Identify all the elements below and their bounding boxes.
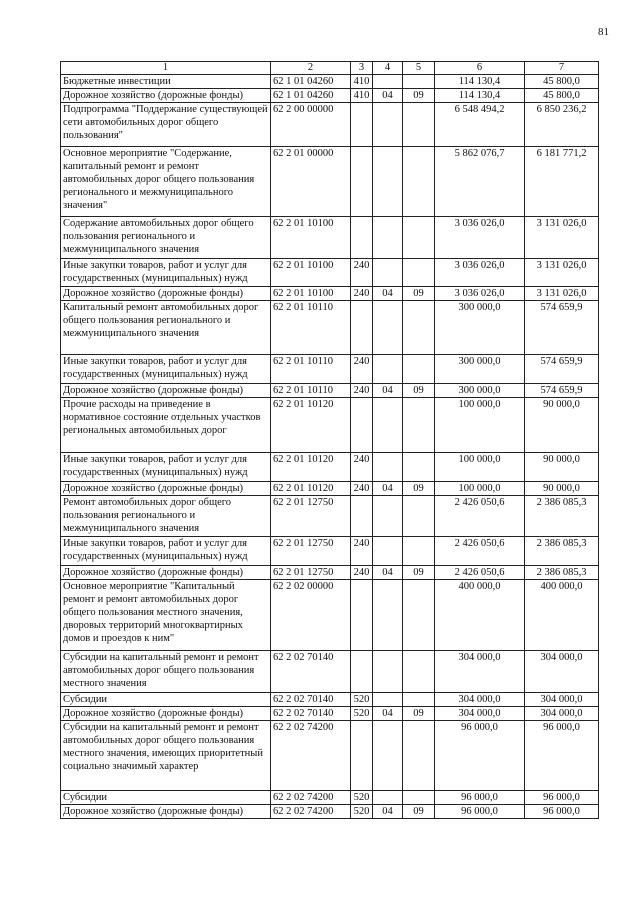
- row-value-1: 300 000,0: [435, 301, 525, 355]
- row-code: 62 1 01 04260: [271, 75, 351, 89]
- row-rz: 04: [373, 482, 403, 496]
- table-body: [61, 75, 599, 819]
- row-pr: 09: [403, 384, 435, 398]
- row-value-1: 114 130,4: [435, 89, 525, 103]
- row-pr: [403, 693, 435, 707]
- row-value-2: 2 386 085,3: [525, 537, 599, 566]
- table-row: [61, 721, 599, 791]
- row-name: Содержание автомобильных дорог общего пользования регионального и межмуниципального значения: [61, 217, 271, 259]
- row-name: Ремонт автомобильных дорог общего пользования регионального и межмуниципального значения: [61, 496, 271, 537]
- row-value-2: 400 000,0: [525, 580, 599, 651]
- row-vr: 240: [351, 453, 373, 482]
- row-name: Дорожное хозяйство (дорожные фонды): [61, 566, 271, 580]
- row-value-1: 3 036 026,0: [435, 259, 525, 287]
- row-code: 62 2 00 00000: [271, 103, 351, 147]
- row-pr: [403, 453, 435, 482]
- row-vr: 410: [351, 75, 373, 89]
- header-col-4: 4: [373, 62, 403, 75]
- row-vr: [351, 398, 373, 453]
- row-rz: [373, 537, 403, 566]
- row-vr: 240: [351, 537, 373, 566]
- row-name: Дорожное хозяйство (дорожные фонды): [61, 805, 271, 819]
- row-pr: [403, 791, 435, 805]
- row-value-2: 2 386 085,3: [525, 566, 599, 580]
- row-pr: [403, 398, 435, 453]
- row-code: 62 2 02 70140: [271, 693, 351, 707]
- header-col-3: 3: [351, 62, 373, 75]
- table-row: [61, 791, 599, 805]
- row-pr: [403, 355, 435, 384]
- table-row: [61, 580, 599, 651]
- row-vr: [351, 580, 373, 651]
- row-code: 62 2 02 74200: [271, 721, 351, 791]
- row-value-1: 100 000,0: [435, 398, 525, 453]
- header-col-2: 2: [271, 62, 351, 75]
- row-vr: [351, 147, 373, 217]
- row-value-1: 2 426 050,6: [435, 566, 525, 580]
- table-row: [61, 103, 599, 147]
- budget-table: [60, 61, 599, 819]
- row-rz: 04: [373, 287, 403, 301]
- row-code: 62 2 01 10120: [271, 453, 351, 482]
- row-value-1: 3 036 026,0: [435, 287, 525, 301]
- row-vr: 520: [351, 707, 373, 721]
- row-value-2: 2 386 085,3: [525, 496, 599, 537]
- row-name: Иные закупки товаров, работ и услуг для государственных (муниципальных) нужд: [61, 259, 271, 287]
- row-code: 62 2 01 10120: [271, 482, 351, 496]
- row-value-2: 90 000,0: [525, 482, 599, 496]
- page-number: 81: [598, 26, 609, 38]
- row-vr: [351, 301, 373, 355]
- row-code: 62 2 02 70140: [271, 707, 351, 721]
- row-name: Дорожное хозяйство (дорожные фонды): [61, 707, 271, 721]
- table-row: [61, 75, 599, 89]
- row-rz: [373, 398, 403, 453]
- row-value-2: 6 181 771,2: [525, 147, 599, 217]
- row-pr: 09: [403, 707, 435, 721]
- row-value-1: 96 000,0: [435, 721, 525, 791]
- row-rz: [373, 721, 403, 791]
- row-rz: [373, 496, 403, 537]
- row-name: Подпрограмма "Поддержание существующей сети автомобильных дорог общего пользования": [61, 103, 271, 147]
- row-value-1: 400 000,0: [435, 580, 525, 651]
- row-vr: [351, 721, 373, 791]
- row-name: Иные закупки товаров, работ и услуг для государственных (муниципальных) нужд: [61, 355, 271, 384]
- row-vr: 240: [351, 259, 373, 287]
- row-pr: [403, 721, 435, 791]
- table-row: [61, 482, 599, 496]
- row-name: Иные закупки товаров, работ и услуг для государственных (муниципальных) нужд: [61, 537, 271, 566]
- row-rz: [373, 791, 403, 805]
- row-vr: 520: [351, 693, 373, 707]
- row-rz: [373, 217, 403, 259]
- row-code: 62 2 01 12750: [271, 566, 351, 580]
- row-name: Основное мероприятие "Капитальный ремонт и ремонт автомобильных дорог общего пользования местного значения, дворовых территорий многоквартирных домов и проездов к ним": [61, 580, 271, 651]
- row-name: Субсидии: [61, 791, 271, 805]
- row-value-1: 3 036 026,0: [435, 217, 525, 259]
- table-row: [61, 707, 599, 721]
- row-code: 62 2 02 74200: [271, 805, 351, 819]
- row-value-1: 304 000,0: [435, 651, 525, 693]
- row-pr: [403, 580, 435, 651]
- row-pr: [403, 217, 435, 259]
- row-code: 62 2 01 10100: [271, 287, 351, 301]
- row-name: Капитальный ремонт автомобильных дорог общего пользования регионального и межмуниципального значения: [61, 301, 271, 355]
- table-row: [61, 147, 599, 217]
- row-name: Дорожное хозяйство (дорожные фонды): [61, 287, 271, 301]
- row-code: 62 2 02 74200: [271, 791, 351, 805]
- row-pr: 09: [403, 566, 435, 580]
- row-value-1: 100 000,0: [435, 482, 525, 496]
- row-pr: [403, 651, 435, 693]
- row-name: Иные закупки товаров, работ и услуг для государственных (муниципальных) нужд: [61, 453, 271, 482]
- row-rz: [373, 75, 403, 89]
- table-row: [61, 398, 599, 453]
- table-row: [61, 301, 599, 355]
- row-vr: 240: [351, 384, 373, 398]
- row-rz: [373, 453, 403, 482]
- row-value-2: 96 000,0: [525, 791, 599, 805]
- header-col-7: 7: [525, 62, 599, 75]
- row-code: 62 2 01 12750: [271, 537, 351, 566]
- row-value-1: 6 548 494,2: [435, 103, 525, 147]
- row-name: Дорожное хозяйство (дорожные фонды): [61, 89, 271, 103]
- row-code: 62 1 01 04260: [271, 89, 351, 103]
- row-value-1: 300 000,0: [435, 384, 525, 398]
- table-row: [61, 566, 599, 580]
- row-rz: [373, 693, 403, 707]
- table-row: [61, 496, 599, 537]
- header-row: [61, 62, 599, 75]
- row-rz: 04: [373, 707, 403, 721]
- row-rz: [373, 651, 403, 693]
- row-code: 62 2 01 00000: [271, 147, 351, 217]
- table-row: [61, 537, 599, 566]
- header-col-6: 6: [435, 62, 525, 75]
- row-value-1: 300 000,0: [435, 355, 525, 384]
- row-vr: [351, 496, 373, 537]
- row-code: 62 2 02 00000: [271, 580, 351, 651]
- row-rz: [373, 259, 403, 287]
- row-value-1: 304 000,0: [435, 707, 525, 721]
- row-vr: [351, 217, 373, 259]
- row-vr: [351, 651, 373, 693]
- row-vr: 240: [351, 287, 373, 301]
- row-vr: 520: [351, 791, 373, 805]
- row-code: 62 2 01 10120: [271, 398, 351, 453]
- table-row: [61, 355, 599, 384]
- row-value-2: 96 000,0: [525, 805, 599, 819]
- row-name: Основное мероприятие "Содержание, капитальный ремонт и ремонт автомобильных дорог общего пользования регионального и межмуниципального значения": [61, 147, 271, 217]
- row-rz: [373, 301, 403, 355]
- row-vr: 240: [351, 355, 373, 384]
- row-code: 62 2 01 10100: [271, 217, 351, 259]
- row-value-1: 5 862 076,7: [435, 147, 525, 217]
- row-value-2: 90 000,0: [525, 453, 599, 482]
- row-value-1: 96 000,0: [435, 805, 525, 819]
- row-value-2: 3 131 026,0: [525, 259, 599, 287]
- row-vr: 520: [351, 805, 373, 819]
- row-value-2: 574 659,9: [525, 384, 599, 398]
- row-value-1: 304 000,0: [435, 693, 525, 707]
- row-value-1: 114 130,4: [435, 75, 525, 89]
- row-rz: [373, 355, 403, 384]
- row-value-2: 574 659,9: [525, 301, 599, 355]
- row-rz: [373, 147, 403, 217]
- row-vr: [351, 103, 373, 147]
- row-pr: 09: [403, 805, 435, 819]
- row-vr: 410: [351, 89, 373, 103]
- row-code: 62 2 01 12750: [271, 496, 351, 537]
- table-row: [61, 693, 599, 707]
- row-rz: 04: [373, 566, 403, 580]
- row-name: Дорожное хозяйство (дорожные фонды): [61, 482, 271, 496]
- row-pr: 09: [403, 89, 435, 103]
- row-name: Субсидии на капитальный ремонт и ремонт автомобильных дорог общего пользования местного значения, имеющих приоритетный социально значимый характер: [61, 721, 271, 791]
- row-rz: 04: [373, 384, 403, 398]
- table-row: [61, 287, 599, 301]
- row-rz: [373, 580, 403, 651]
- row-name: Прочие расходы на приведение в нормативное состояние отдельных участков региональных автомобильных дорог: [61, 398, 271, 453]
- table-row: [61, 651, 599, 693]
- table-row: [61, 453, 599, 482]
- row-code: 62 2 01 10110: [271, 301, 351, 355]
- table-row: [61, 384, 599, 398]
- row-value-2: 6 850 236,2: [525, 103, 599, 147]
- row-code: 62 2 02 70140: [271, 651, 351, 693]
- row-pr: [403, 75, 435, 89]
- table-row: [61, 805, 599, 819]
- row-value-1: 100 000,0: [435, 453, 525, 482]
- header-col-1: 1: [61, 62, 271, 75]
- row-rz: 04: [373, 89, 403, 103]
- row-value-2: 45 800,0: [525, 89, 599, 103]
- table-row: [61, 217, 599, 259]
- row-rz: 04: [373, 805, 403, 819]
- row-value-1: 2 426 050,6: [435, 537, 525, 566]
- row-value-2: 3 131 026,0: [525, 217, 599, 259]
- row-value-1: 2 426 050,6: [435, 496, 525, 537]
- row-code: 62 2 01 10110: [271, 355, 351, 384]
- row-vr: 240: [351, 482, 373, 496]
- table-row: [61, 259, 599, 287]
- row-pr: [403, 147, 435, 217]
- row-value-2: 90 000,0: [525, 398, 599, 453]
- row-value-2: 45 800,0: [525, 75, 599, 89]
- row-vr: 240: [351, 566, 373, 580]
- row-pr: [403, 537, 435, 566]
- row-pr: 09: [403, 287, 435, 301]
- row-value-2: 304 000,0: [525, 707, 599, 721]
- row-value-1: 96 000,0: [435, 791, 525, 805]
- row-pr: [403, 301, 435, 355]
- row-name: Субсидии: [61, 693, 271, 707]
- table-row: [61, 89, 599, 103]
- row-name: Дорожное хозяйство (дорожные фонды): [61, 384, 271, 398]
- header-col-5: 5: [403, 62, 435, 75]
- row-value-2: 574 659,9: [525, 355, 599, 384]
- row-value-2: 304 000,0: [525, 693, 599, 707]
- row-pr: 09: [403, 482, 435, 496]
- row-name: Бюджетные инвестиции: [61, 75, 271, 89]
- row-pr: [403, 496, 435, 537]
- row-code: 62 2 01 10100: [271, 259, 351, 287]
- row-value-2: 3 131 026,0: [525, 287, 599, 301]
- row-value-2: 96 000,0: [525, 721, 599, 791]
- row-rz: [373, 103, 403, 147]
- row-pr: [403, 103, 435, 147]
- row-pr: [403, 259, 435, 287]
- row-name: Субсидии на капитальный ремонт и ремонт автомобильных дорог общего пользования местного значения: [61, 651, 271, 693]
- row-value-2: 304 000,0: [525, 651, 599, 693]
- row-code: 62 2 01 10110: [271, 384, 351, 398]
